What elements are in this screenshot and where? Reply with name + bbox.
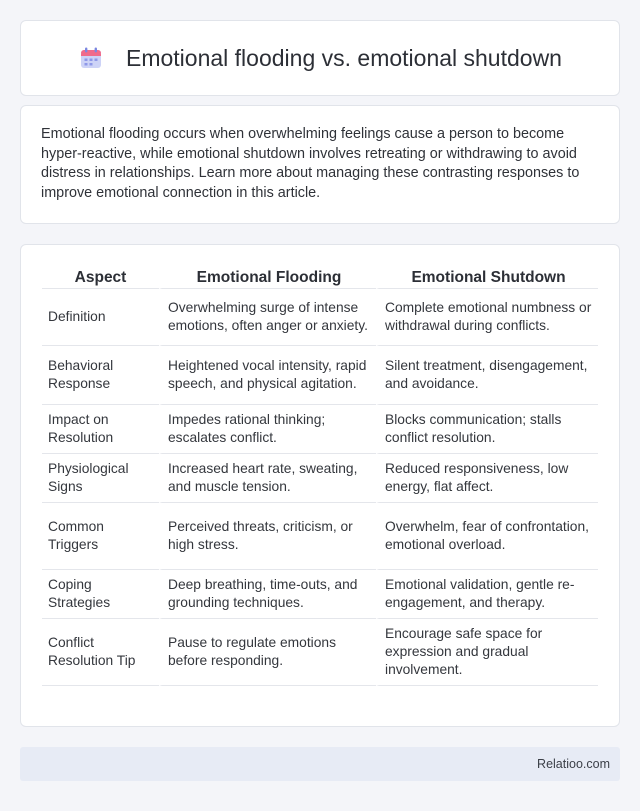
table-row (42, 619, 598, 686)
table-row (42, 405, 598, 454)
table-header-row (42, 265, 598, 289)
table-row (42, 570, 598, 619)
aspect-cell: Behavioral Response (42, 346, 159, 405)
flooding-cell: Deep breathing, time-outs, and grounding techniques. (159, 570, 376, 619)
header-emotional-shutdown: Emotional Shutdown (376, 265, 598, 289)
page-title: Emotional flooding vs. emotional shutdown (126, 44, 562, 71)
aspect-cell: Conflict Resolution Tip (42, 619, 159, 686)
shutdown-cell: Silent treatment, disengagement, and avoidance. (376, 346, 598, 405)
shutdown-cell: Emotional validation, gentle re-engagement, and therapy. (376, 570, 598, 619)
aspect-cell: Common Triggers (42, 503, 159, 570)
table-row (42, 454, 598, 503)
calendar-icon (78, 45, 104, 71)
aspect-cell: Coping Strategies (42, 570, 159, 619)
shutdown-cell: Complete emotional numbness or withdrawal during conflicts. (376, 289, 598, 346)
intro-card (20, 105, 620, 224)
table-row (42, 289, 598, 346)
shutdown-cell: Blocks communication; stalls conflict resolution. (376, 405, 598, 454)
header-emotional-flooding: Emotional Flooding (159, 265, 376, 289)
flooding-cell: Impedes rational thinking; escalates conflict. (159, 405, 376, 454)
table-row (42, 503, 598, 570)
shutdown-cell: Reduced responsiveness, low energy, flat affect. (376, 454, 598, 503)
title-card (20, 20, 620, 96)
table-row (42, 346, 598, 405)
flooding-cell: Overwhelming surge of intense emotions, often anger or anxiety. (159, 289, 376, 346)
footer (20, 747, 620, 781)
shutdown-cell: Overwhelm, fear of confrontation, emotional overload. (376, 503, 598, 570)
aspect-cell: Definition (42, 289, 159, 346)
shutdown-cell: Encourage safe space for expression and gradual involvement. (376, 619, 598, 686)
flooding-cell: Perceived threats, criticism, or high stress. (159, 503, 376, 570)
footer-brand: Relatioo.com (537, 757, 610, 771)
aspect-cell: Physiological Signs (42, 454, 159, 503)
flooding-cell: Heightened vocal intensity, rapid speech, and physical agitation. (159, 346, 376, 405)
intro-text: Emotional flooding occurs when overwhelming feelings cause a person to become hyper-reactive, while emotional shutdown involves retreating or withdrawing to avoid distress in relationships. Learn more about managing these contrasting responses to improve emotional connection in this article. (41, 126, 580, 201)
comparison-card (20, 244, 620, 727)
aspect-cell: Impact on Resolution (42, 405, 159, 454)
flooding-cell: Increased heart rate, sweating, and muscle tension. (159, 454, 376, 503)
comparison-table (42, 265, 598, 686)
header-aspect: Aspect (42, 265, 159, 289)
flooding-cell: Pause to regulate emotions before responding. (159, 619, 376, 686)
